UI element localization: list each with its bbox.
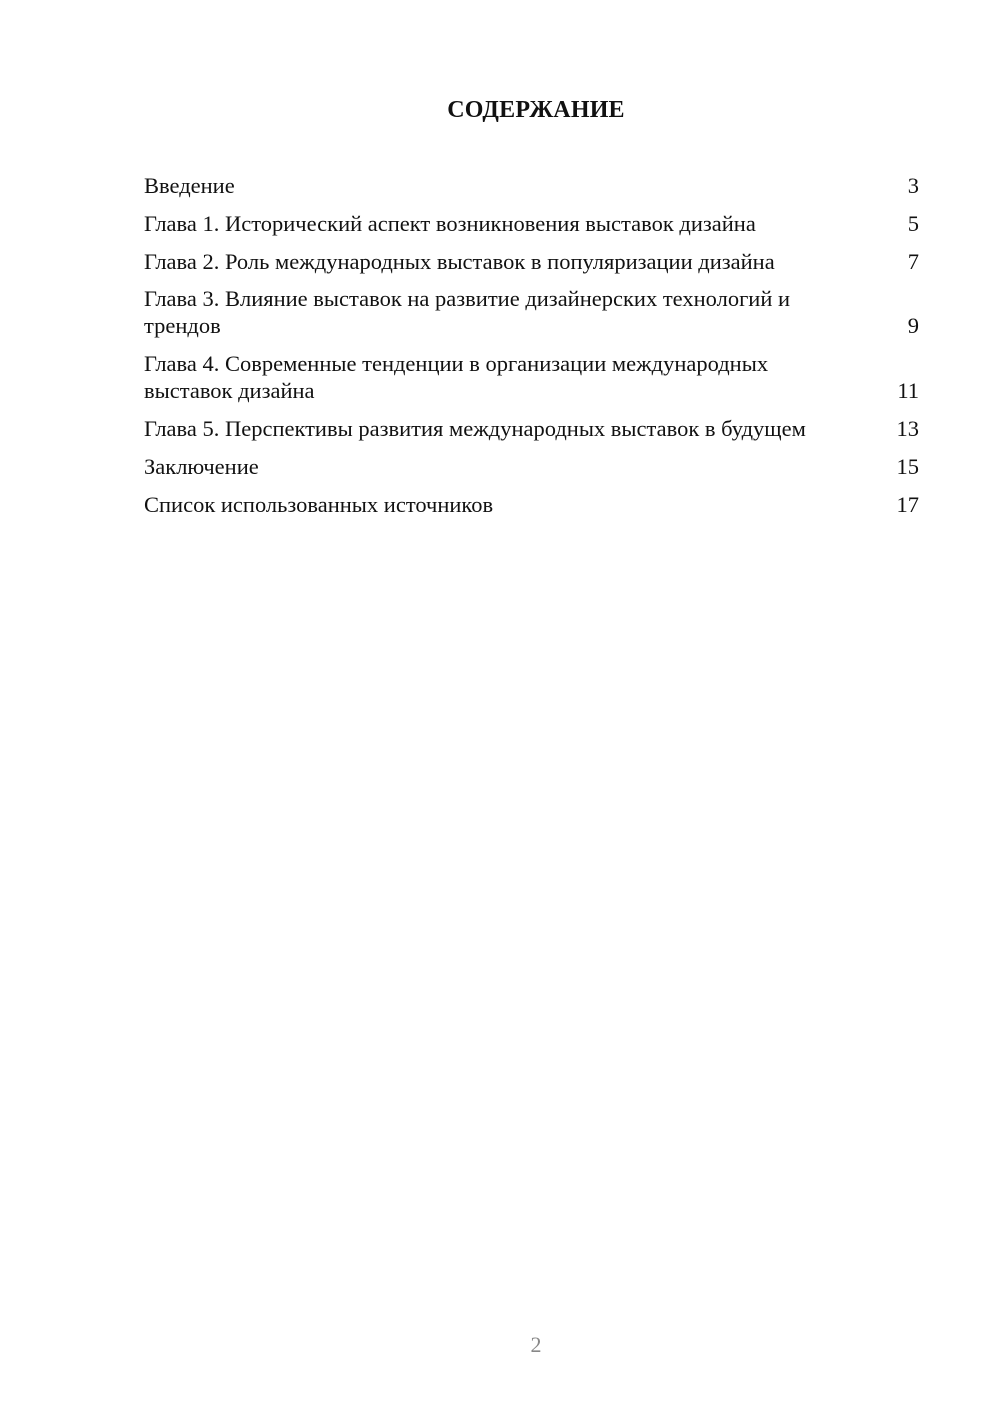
toc-entry-text: Глава 2. Роль международных выставок в популяризации дизайна — [144, 249, 775, 274]
toc-entry-chapter-2 — [144, 248, 919, 275]
toc-entry-text: Глава 1. Исторический аспект возникновения выставок дизайна — [144, 211, 756, 236]
toc-entry-chapter-3 — [144, 285, 919, 339]
toc-entry-page: 13 — [896, 416, 919, 441]
toc-entry-page: 7 — [907, 249, 919, 274]
toc-list — [144, 168, 919, 518]
toc-entry-page: 15 — [896, 454, 919, 479]
toc-entry-page: 11 — [897, 378, 919, 403]
page-number: 2 — [530, 1332, 542, 1357]
toc-entry-text: Глава 4. Современные тенденции в организации международных выставок дизайна — [144, 351, 769, 403]
toc-entry-text: Глава 5. Перспективы развития международных выставок в будущем — [144, 416, 806, 441]
toc-entry-page: 3 — [907, 173, 919, 198]
toc-entry-page: 5 — [907, 211, 919, 236]
toc-entry-conclusion — [144, 453, 919, 480]
toc-entry-introduction — [144, 172, 919, 199]
toc-entry-page: 9 — [907, 313, 919, 338]
toc-entry-references — [144, 491, 919, 518]
toc-entry-page: 17 — [896, 492, 919, 517]
toc-entry-chapter-4 — [144, 350, 919, 404]
toc-entry-text: Глава 3. Влияние выставок на развитие дизайнерских технологий и трендов — [144, 286, 791, 338]
toc-title: СОДЕРЖАНИЕ — [447, 97, 625, 123]
toc-entry-chapter-5 — [144, 415, 919, 442]
toc-entry-text: Заключение — [144, 454, 259, 479]
toc-entry-text: Введение — [144, 173, 235, 198]
toc-entry-text: Список использованных источников — [144, 492, 494, 517]
toc-entry-chapter-1 — [144, 210, 919, 237]
